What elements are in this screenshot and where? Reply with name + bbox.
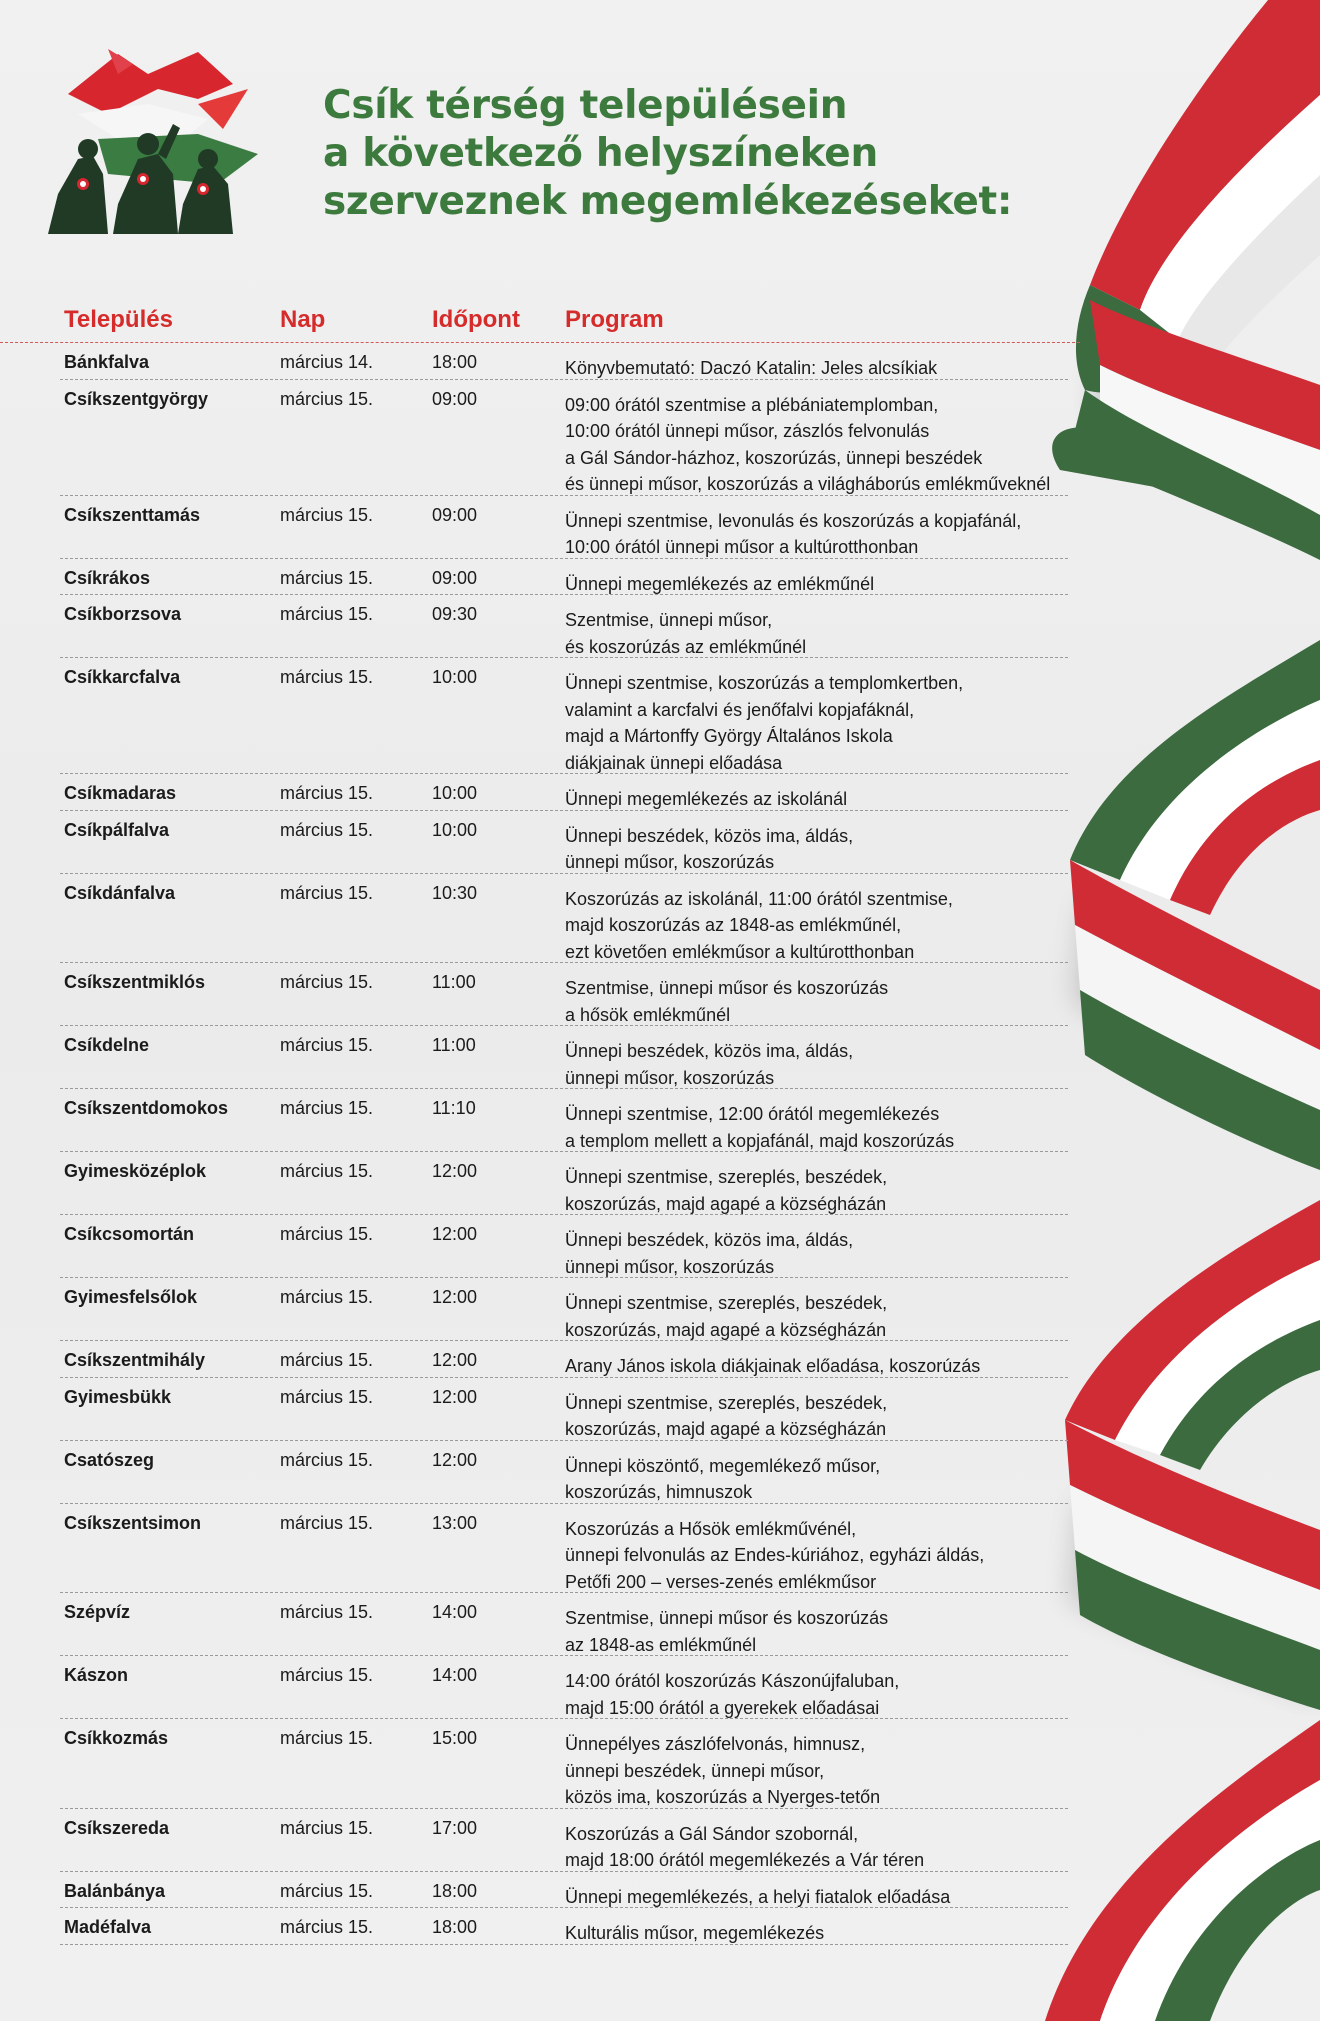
row-date: március 15.: [280, 1098, 374, 1118]
row-place: Csíkcsomortán: [64, 1224, 195, 1244]
row-program: [565, 571, 1068, 598]
row-place: Csíkkarcfalva: [64, 667, 181, 687]
program-line: ünnepi műsor, koszorúzás: [565, 1067, 775, 1088]
row-program: [565, 1164, 1068, 1217]
row-time: 12:00: [432, 1449, 478, 1470]
program-line: majd 15:00 órától a gyerekek előadásai: [565, 1697, 880, 1718]
program-line: Petőfi 200 – verses-zenés emlékműsor: [565, 1571, 877, 1592]
row-date: március 15.: [280, 1287, 374, 1307]
row-date: március 15.: [280, 388, 374, 409]
row-program: [565, 1390, 1068, 1443]
row-place: Csíkszentsimon: [64, 1512, 202, 1533]
header-place: Település: [64, 306, 173, 333]
row-place: Balánbánya: [64, 1880, 166, 1901]
program-line: valamint a karcfalvi és jenőfalvi kopjafáknál,: [565, 699, 915, 720]
table-row: [60, 1026, 1068, 1089]
row-date: március 14.: [280, 352, 374, 372]
program-line: majd koszorúzás az 1848-as emlékműnél,: [565, 915, 902, 935]
table-row: [60, 1441, 1068, 1504]
row-time: 09:00: [432, 567, 478, 588]
row-date: március 15.: [280, 882, 374, 903]
row-program: [565, 886, 1068, 966]
row-time: 13:00: [432, 1512, 478, 1533]
row-date: március 15.: [280, 1728, 374, 1748]
program-line: Koszorúzás az iskolánál, 11:00 órától szentmise,: [565, 888, 953, 909]
row-place: Gyimesközéplok: [64, 1161, 207, 1181]
program-line: Szentmise, ünnepi műsor,: [565, 610, 773, 630]
program-line: közös ima, koszorúzás a Nyerges-tetőn: [565, 1787, 881, 1807]
row-place: Kászon: [64, 1665, 129, 1685]
row-time: 14:00: [432, 1665, 478, 1685]
row-place: Gyimesbükk: [64, 1386, 172, 1407]
row-place: Csíkpálfalva: [64, 819, 170, 840]
row-time: 10:00: [432, 819, 478, 840]
program-line: a Gál Sándor-házhoz, koszorúzás, ünnepi beszédek: [565, 447, 983, 468]
row-place: Csíkszentmiklós: [64, 972, 206, 992]
row-time: 10:00: [432, 783, 478, 803]
row-date: március 15.: [280, 1224, 374, 1244]
table-row: [60, 1504, 1068, 1594]
row-date: március 15.: [280, 1817, 374, 1838]
table-row: [60, 774, 1068, 811]
table-row: [60, 1089, 1068, 1152]
row-place: Gyimesfelsőlok: [64, 1287, 198, 1307]
table-row: [60, 1378, 1068, 1441]
row-date: március 15.: [280, 819, 374, 840]
row-program: [565, 823, 1068, 876]
table-row: [60, 1872, 1068, 1909]
program-line: ünnepi műsor, koszorúzás: [565, 1256, 775, 1277]
row-program: [565, 1920, 1068, 1947]
table-row: [60, 811, 1068, 874]
row-place: Csíkborzsova: [64, 604, 182, 624]
row-time: 09:00: [432, 504, 478, 525]
table-row: [60, 963, 1068, 1026]
program-line: koszorúzás, majd agapé a községházán: [565, 1193, 887, 1214]
row-program: [565, 1101, 1068, 1154]
program-line: Könyvbemutató: Daczó Katalin: Jeles alcsíkiak: [565, 358, 938, 378]
row-time: 17:00: [432, 1817, 478, 1838]
program-line: diákjainak ünnepi előadása: [565, 752, 783, 773]
program-line: Ünnepi megemlékezés az emlékműnél: [565, 573, 875, 594]
program-line: Ünnepi köszöntő, megemlékező műsor,: [565, 1455, 881, 1476]
table-row: [60, 1152, 1068, 1215]
program-line: Ünnepi megemlékezés, a helyi fiatalok előadása: [565, 1886, 951, 1907]
title-line-1: Csík térség településein: [323, 83, 848, 128]
table-row: [60, 559, 1068, 596]
program-line: Ünnepi szentmise, 12:00 órától megemlékezés: [565, 1104, 940, 1124]
row-place: Csíkdánfalva: [64, 882, 176, 903]
program-line: és ünnepi műsor, koszorúzás a világháborús emlékműveknél: [565, 474, 1051, 494]
row-place: Csíkszentgyörgy: [64, 388, 209, 409]
table-row: [60, 1908, 1068, 1945]
row-time: 14:00: [432, 1602, 478, 1622]
row-time: 09:00: [432, 388, 478, 409]
table-row: [60, 496, 1068, 559]
row-date: március 15.: [280, 1350, 374, 1370]
row-time: 15:00: [432, 1728, 478, 1748]
row-date: március 15.: [280, 667, 374, 687]
row-program: [565, 1605, 1068, 1658]
program-line: a templom mellett a kopjafánál, majd koszorúzás: [565, 1130, 955, 1151]
title-line-3: szerveznek megemlékezéseket:: [323, 179, 1013, 224]
row-date: március 15.: [280, 1917, 374, 1937]
row-date: március 15.: [280, 1602, 374, 1622]
row-program: [565, 392, 1068, 498]
program-line: Ünnepi szentmise, szereplés, beszédek,: [565, 1293, 888, 1313]
row-time: 12:00: [432, 1287, 478, 1307]
table-row: [60, 1809, 1068, 1872]
program-line: majd a Mártonffy György Általános Iskola: [565, 726, 893, 746]
header-program: Program: [565, 306, 664, 333]
header-date: Nap: [280, 306, 326, 333]
table-row: [60, 658, 1068, 774]
row-place: Csíkmadaras: [64, 783, 177, 803]
row-date: március 15.: [280, 567, 374, 588]
program-line: Ünnepi beszédek, közös ima, áldás,: [565, 825, 854, 846]
program-line: Ünnepi megemlékezés az iskolánál: [565, 789, 848, 809]
row-program: [565, 1453, 1068, 1506]
table-row: [60, 874, 1068, 964]
table-row: [60, 380, 1068, 496]
row-program: [565, 1668, 1068, 1721]
program-line: 10:00 órától ünnepi műsor a kultúrotthonban: [565, 537, 919, 557]
program-line: Kulturális műsor, megemlékezés: [565, 1923, 825, 1943]
row-date: március 15.: [280, 604, 374, 624]
row-date: március 15.: [280, 1512, 374, 1533]
row-program: [565, 975, 1068, 1028]
row-place: Csíkkozmás: [64, 1728, 169, 1748]
row-program: [565, 786, 1068, 813]
program-line: Ünnepi szentmise, koszorúzás a templomkertben,: [565, 673, 964, 693]
program-line: Ünnepi szentmise, levonulás és koszorúzás a kopjafánál,: [565, 510, 1022, 531]
row-program: [565, 508, 1068, 561]
row-time: 11:00: [432, 1035, 476, 1055]
program-line: ünnepi műsor, koszorúzás: [565, 852, 775, 872]
row-time: 10:30: [432, 882, 478, 903]
row-place: Csatószeg: [64, 1449, 155, 1470]
program-line: majd 18:00 órától megemlékezés a Vár téren: [565, 1850, 925, 1870]
row-time: 18:00: [432, 1917, 478, 1937]
table-row: [60, 595, 1068, 658]
table-row: [60, 1278, 1068, 1341]
program-line: a hősök emlékműnél: [565, 1004, 731, 1025]
row-date: március 15.: [280, 972, 374, 992]
program-line: Koszorúzás a Gál Sándor szobornál,: [565, 1823, 859, 1844]
row-date: március 15.: [280, 504, 374, 525]
program-line: az 1848-as emlékműnél: [565, 1634, 757, 1655]
row-place: Csíkdelne: [64, 1035, 150, 1055]
row-time: 18:00: [432, 1880, 478, 1901]
program-line: koszorúzás, majd agapé a községházán: [565, 1319, 887, 1340]
row-program: [565, 1353, 1068, 1380]
table-row: [60, 1593, 1068, 1656]
table-row: [60, 343, 1068, 380]
program-line: Ünnepi beszédek, közös ima, áldás,: [565, 1041, 854, 1061]
program-line: ünnepi felvonulás az Endes-kúriához, egyházi áldás,: [565, 1545, 985, 1565]
row-time: 12:00: [432, 1386, 478, 1407]
header-time: Időpont: [432, 306, 520, 333]
row-place: Csíkrákos: [64, 567, 151, 588]
flag-logo-icon: [48, 44, 268, 234]
title-line-2: a következő helyszíneken: [323, 131, 878, 176]
row-time: 09:30: [432, 604, 478, 624]
program-line: Ünnepi szentmise, szereplés, beszédek,: [565, 1167, 888, 1187]
row-time: 18:00: [432, 352, 478, 372]
row-program: [565, 607, 1068, 660]
row-place: Bánkfalva: [64, 352, 150, 372]
row-program: [565, 670, 1068, 776]
row-time: 11:10: [432, 1098, 476, 1118]
program-line: Ünnepi beszédek, közös ima, áldás,: [565, 1230, 854, 1250]
row-date: március 15.: [280, 1035, 374, 1055]
program-line: Szentmise, ünnepi műsor és koszorúzás: [565, 1608, 889, 1628]
row-time: 11:00: [432, 972, 476, 992]
row-place: Csíkszentmihály: [64, 1350, 206, 1370]
row-place: Csíkszereda: [64, 1817, 170, 1838]
page-title: [323, 82, 1012, 226]
program-line: és koszorúzás az emlékműnél: [565, 636, 807, 657]
row-date: március 15.: [280, 1386, 374, 1407]
row-place: Madéfalva: [64, 1917, 152, 1937]
program-line: Ünnepi szentmise, szereplés, beszédek,: [565, 1392, 888, 1413]
row-program: [565, 355, 1068, 382]
table-row: [60, 1341, 1068, 1378]
row-date: március 15.: [280, 783, 374, 803]
program-line: ezt követően emlékműsor a kultúrotthonban: [565, 941, 915, 962]
schedule-table: [0, 343, 1080, 1945]
program-line: Koszorúzás a Hősök emlékművénél,: [565, 1518, 857, 1539]
row-date: március 15.: [280, 1665, 374, 1685]
program-line: 14:00 órától koszorúzás Kászonújfaluban,: [565, 1671, 900, 1691]
row-time: 12:00: [432, 1161, 478, 1181]
row-date: március 15.: [280, 1449, 374, 1470]
program-line: Szentmise, ünnepi műsor és koszorúzás: [565, 978, 889, 998]
program-line: 10:00 órától ünnepi műsor, zászlós felvonulás: [565, 421, 930, 441]
row-program: [565, 1290, 1068, 1343]
row-program: [565, 1731, 1068, 1811]
row-place: Csíkszenttamás: [64, 504, 201, 525]
program-line: ünnepi beszédek, ünnepi műsor,: [565, 1760, 825, 1781]
program-line: koszorúzás, himnuszok: [565, 1482, 753, 1502]
row-place: Csíkszentdomokos: [64, 1098, 229, 1118]
row-time: 12:00: [432, 1224, 478, 1244]
program-line: Arany János iskola diákjainak előadása, koszorúzás: [565, 1356, 981, 1376]
row-time: 12:00: [432, 1350, 478, 1370]
row-date: március 15.: [280, 1880, 374, 1901]
row-program: [565, 1821, 1068, 1874]
program-line: Ünnepélyes zászlófelvonás, himnusz,: [565, 1734, 866, 1754]
table-header: [0, 300, 1080, 343]
row-program: [565, 1227, 1068, 1280]
row-place: Szépvíz: [64, 1602, 131, 1622]
row-program: [565, 1516, 1068, 1596]
program-line: koszorúzás, majd agapé a községházán: [565, 1419, 887, 1439]
table-row: [60, 1215, 1068, 1278]
table-row: [60, 1719, 1068, 1809]
row-program: [565, 1884, 1068, 1911]
row-date: március 15.: [280, 1161, 374, 1181]
table-row: [60, 1656, 1068, 1719]
row-program: [565, 1038, 1068, 1091]
row-time: 10:00: [432, 667, 478, 687]
program-line: 09:00 órától szentmise a plébániatemplomban,: [565, 394, 939, 415]
